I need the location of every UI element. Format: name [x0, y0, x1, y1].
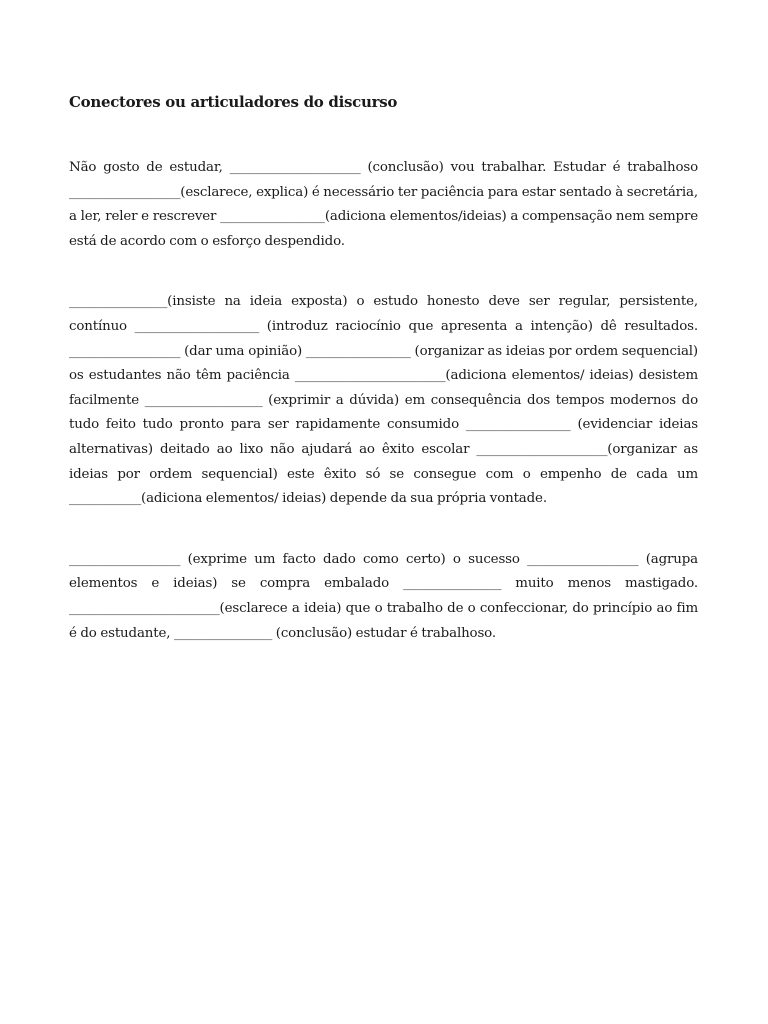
page-title: Conectores ou articuladores do discurso	[69, 93, 398, 111]
worksheet-page	[69, 92, 698, 646]
paragraph-2: _______________(insiste na ideia exposta) o estudo honesto deve ser regular, persistente, contínuo ___________________ (introduz raciocínio que apresenta a intenção) dê resultados. _________________ (dar uma opinião) ________________ (organizar as ideias por ordem sequencial) os estudantes não têm paciência _______________________(adiciona elementos/ ideias) desistem facilmente __________________ (exprimir a dúvida) em consequência dos tempos modernos do tudo feito tudo pronto para ser rapidamente consumido ________________ (evidenciar ideias alternativas) deitado ao lixo não ajudará ao êxito escolar ____________________(organizar as ideias por ordem sequencial) este êxito só se consegue com o empenho de cada um ___________(adiciona elementos/ ideias) depende da sua própria vontade.	[69, 294, 698, 507]
paragraph-3: _________________ (exprime um facto dado como certo) o sucesso _________________ (agrupa elementos e ideias) se compra embalado _______________ muito menos mastigado. _______________________(esclarece a ideia) que o trabalho de o confeccionar, do princípio ao fim é do estudante, _______________ (conclusão) estudar é trabalhoso.	[69, 551, 698, 641]
paragraph-1: Não gosto de estudar, ____________________ (conclusão) vou trabalhar. Estudar é trabalhoso _________________(esclarece, explica) é necessário ter paciência para estar sentado à secretária, a ler, reler e rescrever ________________(adiciona elementos/ideias) a compensação nem sempre está de acordo com o esforço despendido.	[69, 160, 698, 249]
